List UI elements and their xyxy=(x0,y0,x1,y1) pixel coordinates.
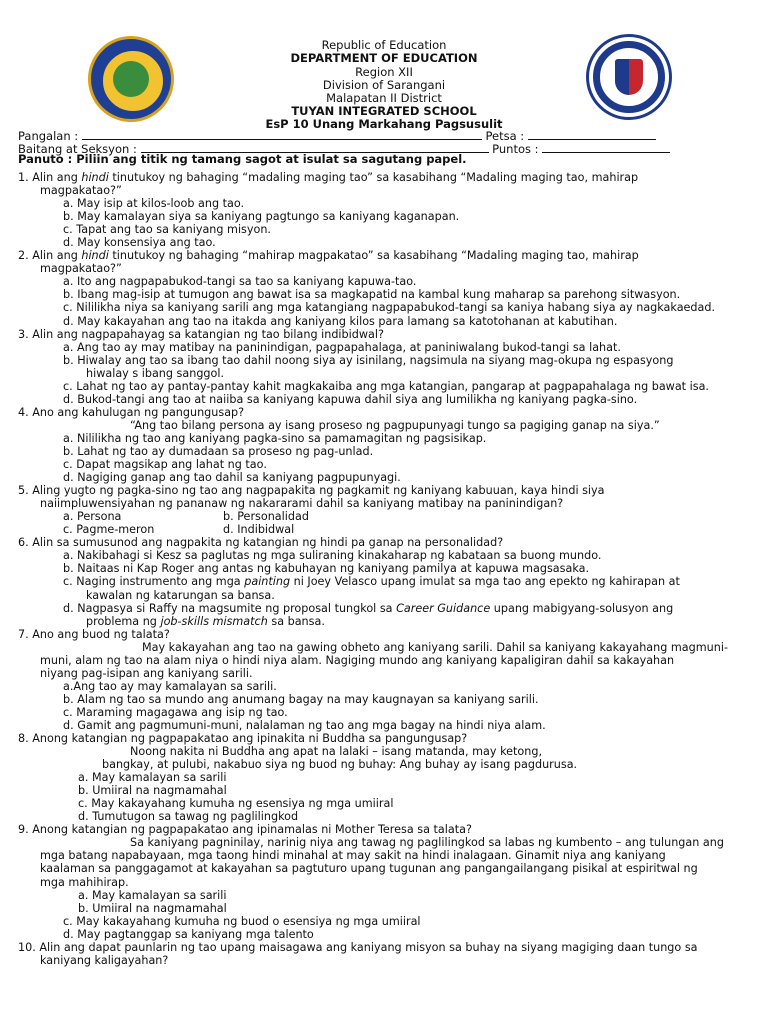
choice: c. Pagme-meron xyxy=(63,523,155,537)
choice: a. May kamalayan sa sarili xyxy=(78,771,227,785)
choice: d. Indibidwal xyxy=(223,523,295,537)
choice: b. Lahat ng tao ay dumadaan sa proseso ng pag-unlad. xyxy=(63,444,374,458)
question-4: 4. Ano ang kahulugan ng pangungusap? xyxy=(18,405,245,419)
header-school: TUYAN INTEGRATED SCHOOL xyxy=(291,104,477,118)
passage: May kakayahan ang tao na gawing obheto ang kaniyang sarili. Dahil sa kaniyang kakayahang magmuni- xyxy=(142,640,728,654)
choice: d. Nagiging ganap ang tao dahil sa kaniyang pagpupunyagi. xyxy=(63,471,401,485)
header-republic: Republic of Education xyxy=(321,38,447,52)
question-3: 3. Alin ang nagpapahayag sa katangian ng tao bilang indibidwal? xyxy=(18,327,384,341)
choice: b. Alam ng tao sa mundo ang anumang bagay na may kaugnayan sa kaniyang sarili. xyxy=(63,692,539,706)
choice: b. Naitaas ni Kap Roger ang antas ng kabuhayan ng kaniyang pamilya at kapuwa magsasaka. xyxy=(63,562,590,576)
question-2: 2. Alin ang hindi tinutukoy ng bahaging “mahirap magpakatao” sa kasabihang “Madaling maging tao, mahirap xyxy=(18,249,639,263)
choice: d. May pagtanggap sa kaniyang mga talento xyxy=(63,927,314,941)
date-field[interactable] xyxy=(528,128,656,140)
choice: a. Persona xyxy=(63,510,122,524)
choice: c. Nililikha niya sa kaniyang sarili ang mga katangiang nagpapabukod-tangi sa kaniya habang siya ay nagkakaedad. xyxy=(63,301,716,315)
choice: a. Nililikha ng tao ang kaniyang pagka-sino sa pamamagitan ng pagsisikap. xyxy=(63,431,487,445)
question-1: 1. Alin ang hindi tinutukoy ng bahaging “madaling maging tao” sa kasabihang “Madaling maging tao, mahirap xyxy=(18,171,639,184)
question-7: 7. Ano ang buod ng talata? xyxy=(18,627,170,641)
score-field[interactable] xyxy=(542,141,670,153)
choice: a. Nakibahagi si Kesz sa paglutas ng mga suliraning kinakaharap ng kabataan sa buong mundo. xyxy=(63,549,602,563)
choice: b. Ibang mag-isip at tumugon ang bawat isa sa magkapatid na kambal kung maharap sa parehong sitwasyon. xyxy=(63,288,681,302)
header-division: Division of Sarangani xyxy=(322,78,446,92)
choice: c. Lahat ng tao ay pantay-pantay kahit magkakaiba ang mga katangian, pangarap at pagpapahalaga ng bawat isa. xyxy=(63,379,709,393)
question-5: 5. Aling yugto ng pagka-sino ng tao ang nagpapakita ng pagkamit ng kaniyang kabuuan, kaya hindi siya xyxy=(18,484,605,498)
choice: b. May kamalayan siya sa kaniyang pagtungo sa kaniyang kaganapan. xyxy=(63,210,460,224)
choice: a. May kamalayan sa sarili xyxy=(78,888,227,902)
name-label: Pangalan : xyxy=(18,129,79,143)
choice: d. Gamit ang pagmumuni-muni, nalalaman ng tao ang mga bagay na hindi niya alam. xyxy=(63,718,546,732)
questions: 1. Alin ang hindi tinutukoy ng bahaging “madaling maging tao” sa kasabihang “Madaling maging tao, mahirap magpakatao?” a. May isip at kilos-loob ang tao. b. May kamalayan siya sa kaniyang pagtungo sa kaniyang kaganapan. c. Tapat ang tao sa kaniyang misyon. d. May konsensiya ang tao. 2. Alin ang hindi tinutukoy ng bahaging “mahirap magpakatao” sa kasabihang “Madaling maging tao, mahirap magpakatao?” a. Ito ang nagpapabukod-tangi sa tao sa kaniyang kapuwa-tao. b. Ibang mag-isip at tumugon ang bawat isa sa magkapatid na kambal kung maharap sa parehong sitwasyon. c. Nililikha niya sa kaniyang sarili ang mga katangiang nagpapabukod-tangi sa kaniya habang siya ay nagkakaedad. d. May kakayahan ang tao na itakda ang kaniyang kilos para lamang sa katotohanan at kabutihan. 3. Alin ang nagpapahayag sa katangian ng tao bilang indibidwal? a. Ang tao ay may matibay na paninindigan, pagpapahalaga, at paniniwalang bukod-tangi sa lahat. b. Hiwalay ang tao sa ibang tao dahil noong siya ay isinilang, nagsimula na siyang mag-okupa ng espasyong hiwalay s ibang sanggol. c. Lahat ng tao ay pantay-pantay kahit magkakaiba ang mga katangian, pangarap at pagpapahalaga ng bawat isa. d. Bukod-tangi ang tao at naiiba sa kaniyang kapuwa dahil siya ang lumilikha ng kaniyang pagka-sino. 4. Ano ang kahulugan ng pangungusap? “Ang tao bilang persona ay isang proseso ng pagpupunyagi tungo sa pagiging ganap na siya.” a. Nililikha ng tao ang kaniyang pagka-sino sa pamamagitan ng pagsisikap. b. Lahat ng tao ay dumadaan sa proseso ng pag-unlad. c. Dapat magsikap ang lahat ng tao. d. Nagiging ganap ang tao dahil sa kaniyang pagpupunyagi. 5. Aling yugto ng pagka-sino ng tao ang nagpapakita ng pagkamit ng kaniyang kabuuan, kaya hindi siya naiimpluwensiyahan ng pananaw ng nakararami dahil sa kaniyang matibay na paninindigan? a. Persona b. Personalidad c. Pagme-meron d. Indibidwal 6. Alin sa sumusunod ang nagpakita ng katangian ng hindi pa ganap na personalidad? a. Nakibahagi si Kesz sa paglutas ng mga suliraning kinakaharap ng kabataan sa buong mundo. b. Naitaas ni Kap Roger ang antas ng kabuhayan ng kaniyang pamilya at kapuwa magsasaka. c. Naging instrumento ang mga painting ni Joey Velasco upang imulat sa mga tao ang epekto ng kahirapan at kawalan ng katarungan sa bansa. d. Nagpasya si Raffy na magsumite ng proposal tungkol sa Career Guidance upang mabigyang-solusyon ang problema ng job-skills mismatch sa bansa. 7. Ano ang buod ng talata? May kakayahan ang tao na gawing obheto ang kaniyang sarili. Dahil sa kaniyang kakayahang magmuni- muni, alam ng tao na alam niya o hindi niya alam. Nagiging mundo ang kaniyang kapaligiran dahil sa kakayahan niyang pag-isipan ang kaniyang sarili. a.Ang tao ay may kamalayan sa sarili. b. Alam ng tao sa mundo ang anumang bagay na may kaugnayan sa kaniyang sarili. c. Maraming magagawa ang isip ng tao. d. Gamit ang pagmumuni-muni, nalalaman ng tao ang mga bagay na hindi niya alam. 8. Anong katangian ng pagpapakatao ang ipinakita ni Buddha sa pangungusap? Noong nakita ni Buddha ang apat na lalaki – isang matanda, may ketong, bangkay, at pulubi, nakabuo siya ng buod ng buhay: Ang buhay ay isang pagdurusa. a. May kamalayan sa sarili b. Umiiral na nagmamahal c. May kakayahang kumuha ng esensiya ng mga umiiral d. Tumutugon sa tawag ng paglilingkod 9. Anong katangian ng pagpapakatao ang ipinamalas ni Mother Teresa sa talata? Sa kaniyang pagninilay, narinig niya ang tawag ng paglilingkod sa labas ng kumbento – ang tulungan ang mga batang napabayaan, mga taong hindi minahal at may sakit na hindi inalagaan. Ginamit niya ang kaniyang kaalaman sa panggagamot at kakayahan sa pagtuturo upang tugunan ang pangangailangang pisikal at espiritwal ng mga mahihirap. a. May kamalayan sa sarili b. Umiiral na nagmamahal c. May kakayahang kumuha ng buod o esensiya ng mga umiiral d. May pagtanggap sa kaniyang mga talento 10. Alin ang dapat paunlarin ng tao upang maisagawa ang kaniyang misyon sa buhay na siyang magiging daan tungo sa kaniyang kaligayahan? xyxy=(18,171,756,967)
choice: c. Dapat magsikap ang lahat ng tao. xyxy=(63,458,267,472)
choice: d. May kakayahan ang tao na itakda ang kaniyang kilos para lamang sa katotohanan at kabutihan. xyxy=(63,314,618,328)
score-label: Puntos : xyxy=(492,142,539,156)
header-region: Region XII xyxy=(355,65,413,79)
date-label: Petsa : xyxy=(485,129,525,143)
grade-section-label: Baitang at Seksyon : xyxy=(18,142,137,156)
choice: d. Nagpasya si Raffy na magsumite ng proposal tungkol sa Career Guidance upang mabigyang-solusyon ang xyxy=(63,601,674,615)
question-8: 8. Anong katangian ng pagpapakatao ang ipinakita ni Buddha sa pangungusap? xyxy=(18,732,468,746)
choice: a. May isip at kilos-loob ang tao. xyxy=(63,197,245,211)
passage: Sa kaniyang pagninilay, narinig niya ang tawag ng paglilingkod sa labas ng kumbento – ang tulungan ang xyxy=(130,836,724,850)
choice: b. Umiiral na nagmamahal xyxy=(78,901,227,915)
choice: c. May kakayahang kumuha ng esensiya ng mga umiiral xyxy=(78,797,394,811)
choice: c. Maraming magagawa ang isip ng tao. xyxy=(63,705,288,719)
question-9: 9. Anong katangian ng pagpapakatao ang ipinamalas ni Mother Teresa sa talata? xyxy=(18,823,472,837)
choice: a. Ang tao ay may matibay na paninindigan, pagpapahalaga, at paniniwalang bukod-tangi sa lahat. xyxy=(63,340,621,354)
passage: Noong nakita ni Buddha ang apat na lalaki – isang matanda, may ketong, xyxy=(130,745,543,759)
choice: a. Ito ang nagpapabukod-tangi sa tao sa kaniyang kapuwa-tao. xyxy=(63,275,417,289)
choice: d. May konsensiya ang tao. xyxy=(63,236,216,250)
choice: c. May kakayahang kumuha ng buod o esensiya ng mga umiiral xyxy=(63,914,421,928)
header-department: DEPARTMENT OF EDUCATION xyxy=(290,51,478,65)
choice: c. Tapat ang tao sa kaniyang misyon. xyxy=(63,223,271,237)
choice: c. Naging instrumento ang mga painting ni Joey Velasco upang imulat sa mga tao ang epekto ng kahirapan at xyxy=(63,575,680,589)
instructions: Panuto : Piliin ang titik ng tamang sagot at isulat sa sagutang papel. xyxy=(18,152,467,166)
choice: b. Umiiral na nagmamahal xyxy=(78,784,227,798)
choice: a.Ang tao ay may kamalayan sa sarili. xyxy=(63,679,277,693)
quote: “Ang tao bilang persona ay isang proseso ng pagpupunyagi tungo sa pagiging ganap na siya.” xyxy=(130,418,660,432)
question-6: 6. Alin sa sumusunod ang nagpakita ng katangian ng hindi pa ganap na personalidad? xyxy=(18,536,504,550)
header-district: Malapatan II District xyxy=(326,91,442,105)
choice: b. Hiwalay ang tao sa ibang tao dahil noong siya ay isinilang, nagsimula na siyang mag-okupa ng espasyong xyxy=(63,353,674,367)
choice: d. Tumutugon sa tawag ng paglilingkod xyxy=(78,810,299,824)
name-field[interactable] xyxy=(82,128,482,140)
question-10: 10. Alin ang dapat paunlarin ng tao upang maisagawa ang kaniyang misyon sa buhay na siyang magiging daan tungo sa xyxy=(18,940,698,954)
header-exam-title: EsP 10 Unang Markahang Pagsusulit xyxy=(265,117,503,131)
choice: d. Bukod-tangi ang tao at naiiba sa kaniyang kapuwa dahil siya ang lumilikha ng kaniyang pagka-sino. xyxy=(63,392,638,406)
choice: b. Personalidad xyxy=(223,510,309,524)
